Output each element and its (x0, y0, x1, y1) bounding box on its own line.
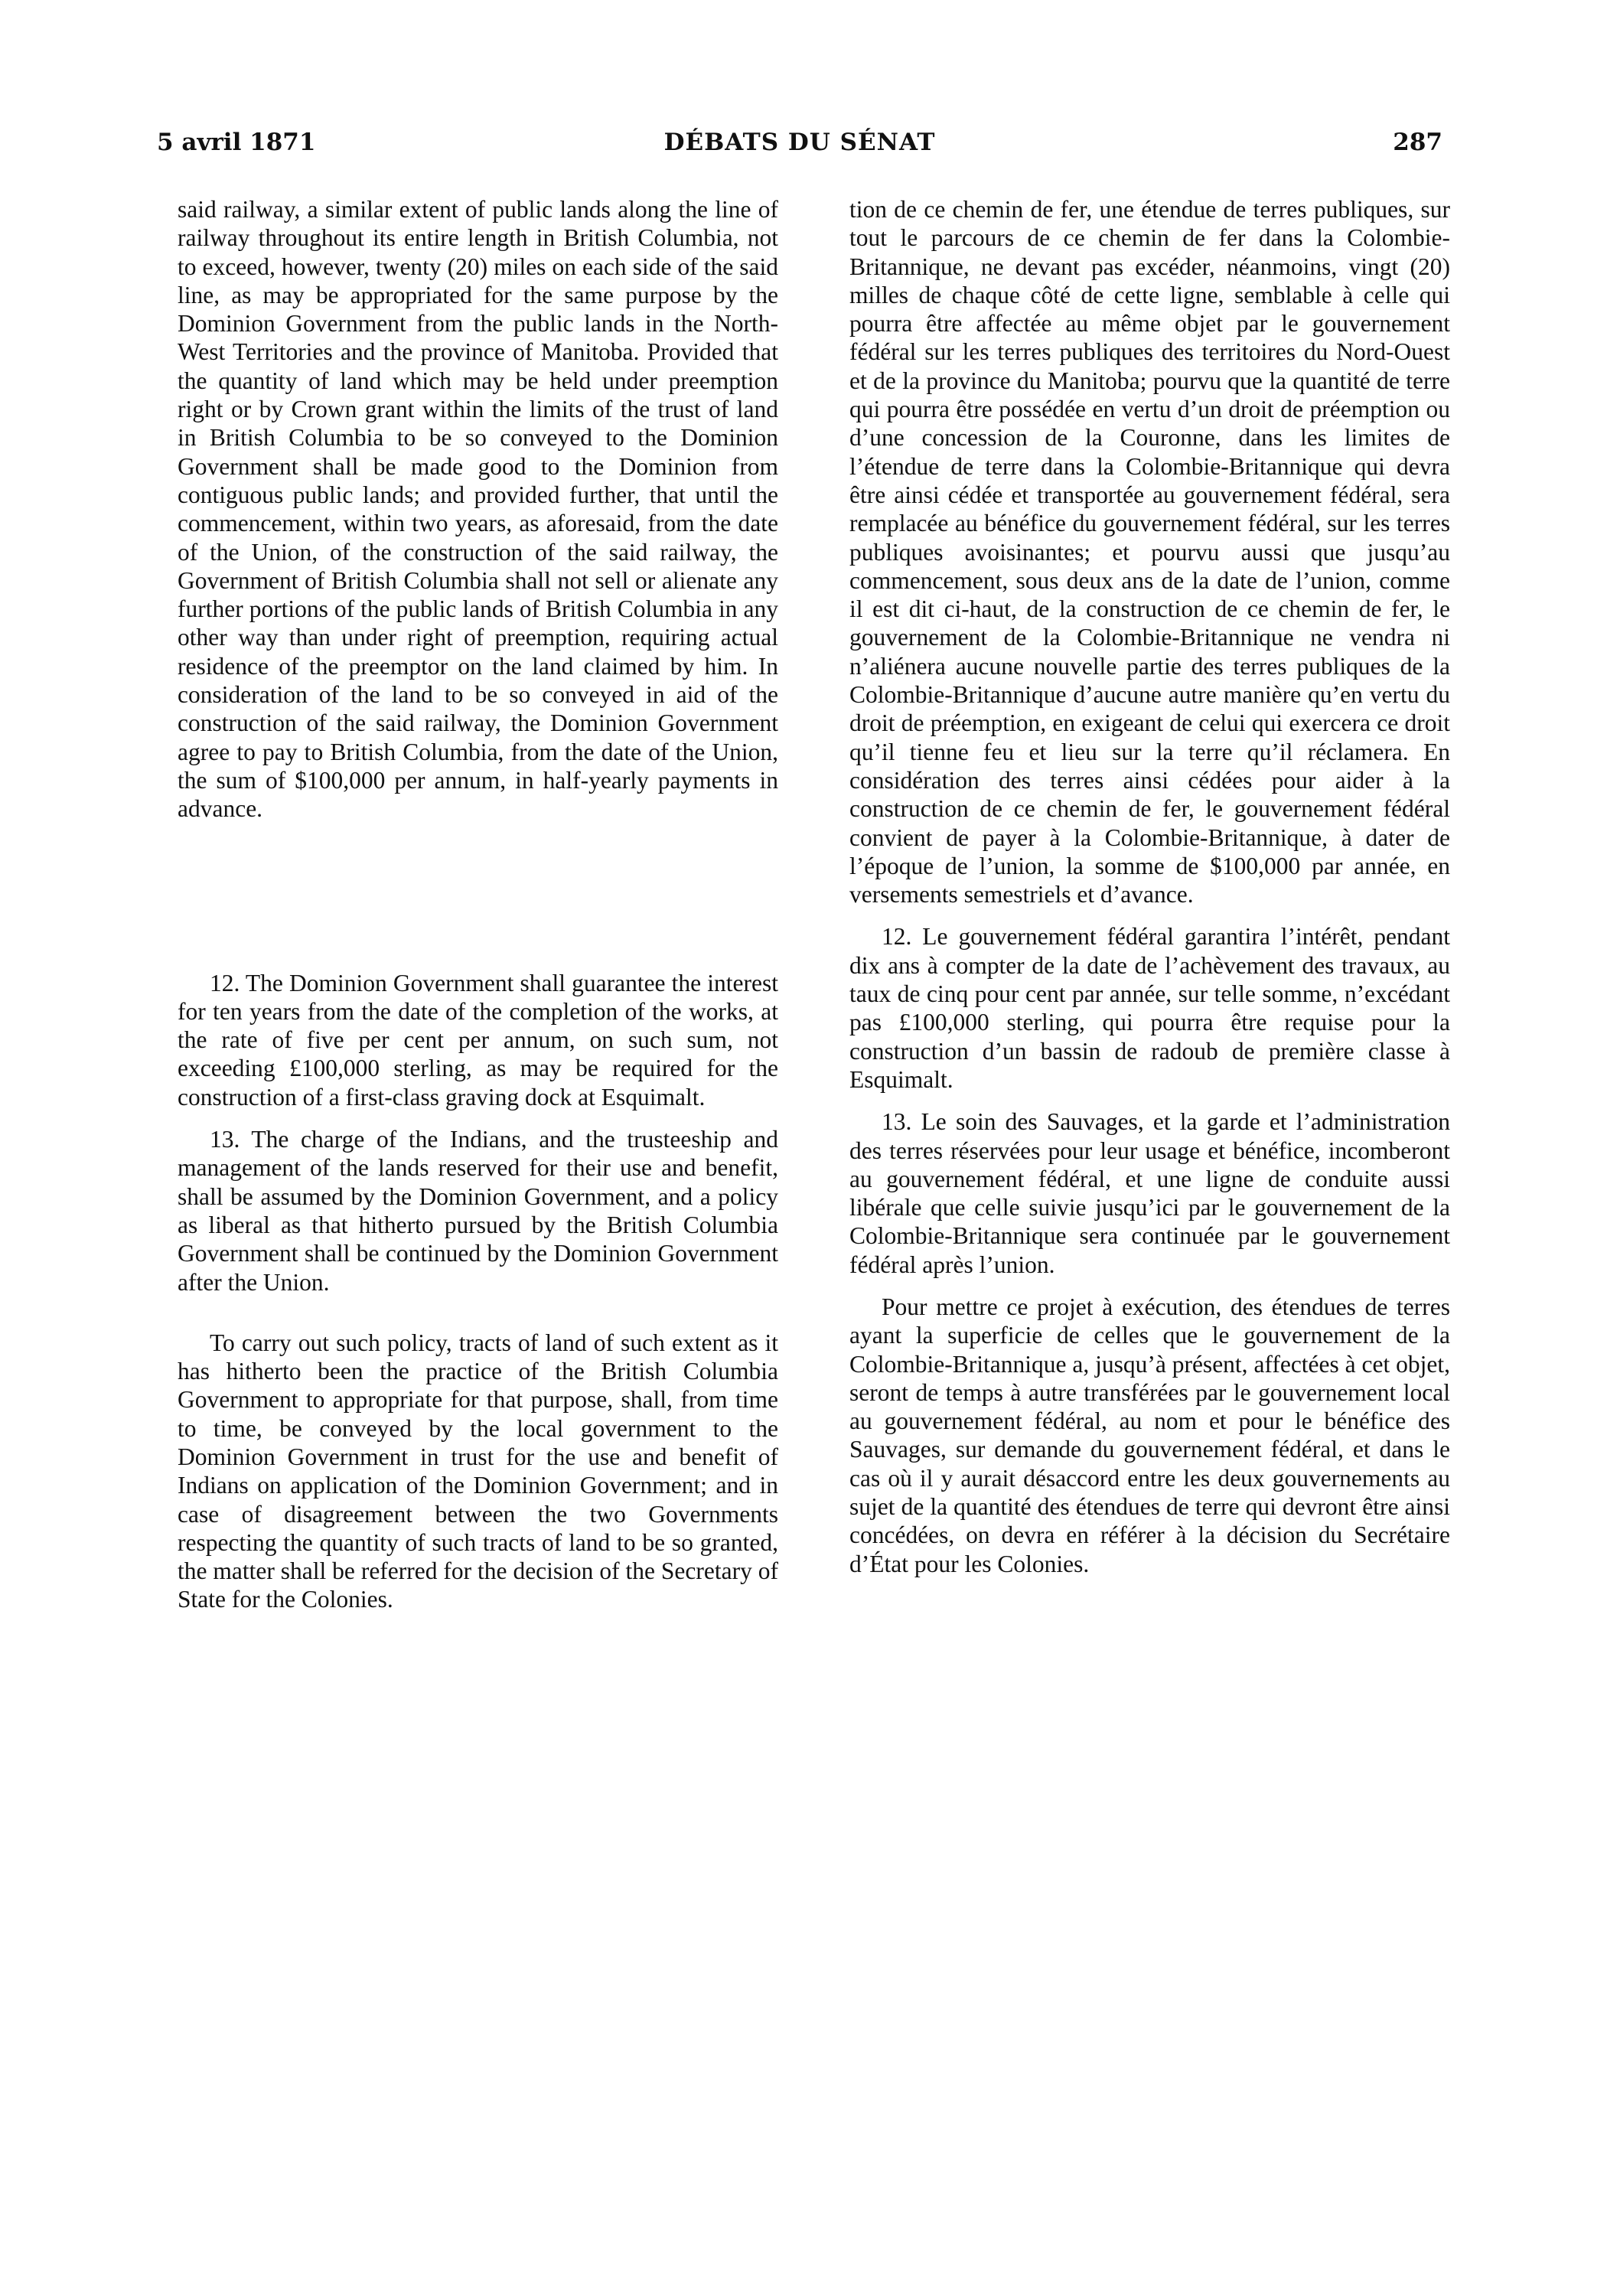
english-paragraph-railway-lands: said railway, a similar extent of public lands along the line of railway throughout its entire length in British Columbia, not to exceed, however, twenty (20) miles on each side of the said line, as may be appropriated for the same purpose by the Dominion Government from the public lands in the North-West Territories and the province of Manitoba. Provided that the quantity of land which may be held under preemption right or by Crown grant within the limits of the trust of land in British Columbia to be so conveyed to the Dominion Government shall be made good to the Dominion from contiguous public lands; and provided further, that until the commencement, within two years, as aforesaid, from the date of the Union, of the construction of the said railway, the Government of British Columbia shall not sell or alienate any further portions of the public lands of British Columbia in any other way than under right of preemption, requiring actual residence of the preemptor on the land claimed by him. In consideration of the land to be so conveyed in aid of the construction of the said railway, the Dominion Government agree to pay to British Columbia, from the date of the Union, the sum of $100,000 per annum, in half-yearly payments in advance. (178, 196, 778, 823)
french-paragraph-railway-lands: tion de ce chemin de fer, une étendue de terres publiques, sur tout le parcours de ce chemin de fer dans la Colombie-Britannique, ne devant pas excéder, néanmoins, vingt (20) milles de chaque côté de cette ligne, semblable à celle qui pourra être affectée au même objet par le gouvernement fédéral sur les terres publiques des territoires du Nord-Ouest et de la province du Manitoba; pourvu que la quantité de terre qui pourra être possédée en vertu d’un droit de préemption ou d’une concession de la Couronne, dans les limites de l’étendue de terre dans la Colombie-Britannique qui devra être ainsi cédée et transportée au gouvernement fédéral, sera remplacée au bénéfice du gouvernement fédéral, sur les terres publiques avoisinantes; et pourvu aussi que jusqu’au commencement, sous deux ans de la date de l’union, comme il est dit ci-haut, de la construction de ce chemin de fer, le gouvernement de la Colombie-Britannique ne vendra ni n’aliénera aucune nouvelle partie des terres publiques de la Colombie-Britannique d’aucune autre manière qu’en vertu du droit de préemption, en exigeant de celui qui exercera ce droit qu’il tienne feu et lieu sur la terre qu’il réclamera. En considération des terres ainsi cédées pour aider à la construction de ce chemin de fer, le gouvernement fédéral convient de payer à la Colombie-Britannique, à dater de l’époque de l’union, la somme de $100,000 par année, en versements semestriels et d’avance. (849, 196, 1450, 908)
page-number: 287 (1393, 129, 1442, 156)
english-column (178, 195, 778, 1614)
french-paragraph-policy: Pour mettre ce projet à exécution, des étendues de terres ayant la superficie de celles que le gouvernement de la Colombie-Britannique a, jusqu’à présent, affectées à cet objet, seront de temps à autre transférées par le gouvernement local au gouvernement fédéral, au nom et pour le bénéfice des Sauvages, sur demande du gouvernement fédéral, et dans le cas où il y aurait désaccord entre les deux gouvernements au sujet de la quantité des étendues de terre qui devront être ainsi concédées, on devra en référer à la décision du Secrétaire d’État pour les Colonies. (849, 1293, 1450, 1577)
english-paragraph-policy: To carry out such policy, tracts of land of such extent as it has hitherto been the practice of the British Columbia Government to appropriate for that purpose, shall, from time to time, be conveyed by the local government to the Dominion Government in trust for the use and benefit of Indians on application of the Dominion Government; and in case of disagreement between the two Governments respecting the quantity of such tracts of land to be so granted, the matter shall be referred for the decision of the Secretary of State for the Colonies. (178, 1329, 778, 1613)
french-paragraph-13: 13. Le soin des Sauvages, et la garde et l’administration des terres réservées pour leur usage et bénéfice, incomberont au gouvernement fédéral, et une ligne de conduite aussi libérale que celle suivie jusqu’ici par le gouvernement de la Colombie-Britannique sera continuée par le gouvernement fédéral après l’union. (849, 1108, 1450, 1278)
english-paragraph-13: 13. The charge of the Indians, and the trusteeship and management of the lands reserved for their use and benefit, shall be assumed by the Dominion Government, and a policy as liberal as that hitherto pursued by the British Columbia Government shall be continued by the Dominion Government after the Union. (178, 1126, 778, 1296)
header-date: 5 avril 1871 (157, 129, 316, 156)
english-paragraph-12: 12. The Dominion Government shall guarantee the interest for ten years from the date of the completion of the works, at the rate of five per cent per annum, on such sum, not exceeding £100,000 sterling, as may be required for the construction of a first-class graving dock at Esquimalt. (178, 969, 778, 1110)
french-column (849, 195, 1450, 1578)
french-paragraph-12: 12. Le gouvernement fédéral garantira l’intérêt, pendant dix ans à compter de la date de l’achèvement des travaux, au taux de cinq pour cent par année, sur telle somme, n’excédant pas £100,000 sterling, qui pourra être requise pour la construction d’un bassin de radoub de première classe à Esquimalt. (849, 923, 1450, 1093)
page-header (157, 129, 1442, 167)
header-title: DÉBATS DU SÉNAT (663, 129, 936, 156)
